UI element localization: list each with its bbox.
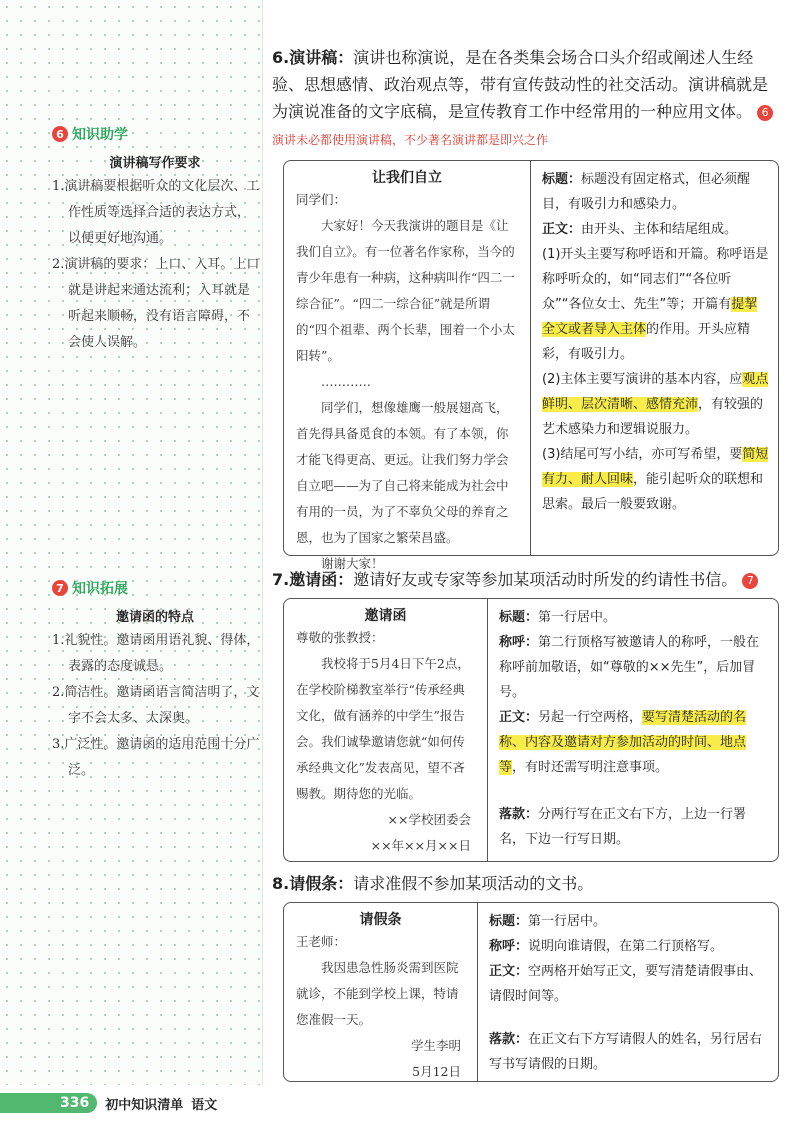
section-heading: 7.邀请函： (272, 570, 354, 589)
handwritten-note: 演讲未必都使用演讲稿，不少著名演讲都是即兴之作 (272, 133, 549, 147)
sample-signature: ××学校团委会 (387, 812, 471, 827)
sample-greeting: 王老师： (296, 934, 347, 949)
subject-label: 语文 (191, 1097, 218, 1113)
note-label: 标题： (542, 172, 582, 187)
note-label: 正文： (489, 964, 529, 979)
note-number-badge: 7 (742, 573, 758, 589)
knowledge-expand-tag (52, 578, 128, 598)
note-text: 第一行居中。 (528, 914, 607, 929)
note-text: 分两行写在正文右下方，上边一行署名，下边一行写日期。 (499, 807, 747, 847)
note-text: 说明向谁请假，在第二行顶格写。 (528, 939, 724, 954)
sample-body (284, 625, 487, 859)
notes-body (479, 903, 778, 1077)
notes-body (532, 161, 778, 517)
section-8-definition (272, 870, 782, 897)
knowledge-help-tag (52, 124, 128, 144)
section-7-definition (272, 566, 782, 593)
sample-ellipsis: ………… (321, 374, 371, 389)
sample-title: 邀请函 (364, 608, 407, 624)
note-text: 由开头、主体和结尾组成。 (581, 222, 738, 237)
note-label: 标题： (489, 914, 529, 929)
sample-thanks: 谢谢大家！ (321, 556, 384, 571)
list-item: 3.广泛性。邀请函的适用范围十分广泛。 (52, 737, 260, 778)
highlighted-text: 提挈全文或者导入主体 (542, 297, 758, 337)
highlighted-text: 简短有力、耐人回味 (542, 447, 769, 487)
leave-note-sample-column (284, 903, 478, 1081)
sample-body (284, 929, 477, 1085)
list-item: 1.礼貌性。邀请函用语礼貌、得体，表露的态度诚恳。 (52, 633, 260, 674)
sample-paragraph: 我校将于5月4日下午2点，在学校阶梯教室举行“传承经典文化，做有涵养的中学生”报告会。我们诚挚邀请您就“如何传承经典文化”发表高见，望不吝赐教。期待您的光临。 (296, 656, 470, 801)
note-text: (1)开头主要写称呼语和开篇。称呼语是称呼听众的，如“同志们”“各位听众”“各位女士、先生”等；开篇有 (542, 247, 769, 312)
sidebar-divider (262, 0, 263, 1085)
list-item: 1.演讲稿要根据听众的文化层次、工作性质等选择合适的表达方式，以便更好地沟通。 (52, 179, 260, 246)
tag-label: 知识助学 (72, 127, 128, 143)
invitation-notes-column (489, 599, 778, 861)
note-text: (3)结尾可写小结，亦可写希望，要 (542, 447, 743, 462)
sample-paragraph: 大家好！今天我演讲的题目是《让我们自立》。有一位著名作家称，当今的青少年患有一种病，这种病叫作“四二一综合征”。“四二一综合征”就是所谓的“四个祖辈、两个长辈，围着一个小太阳转”。 (296, 218, 515, 363)
speech-requirements-title: 演讲稿写作要求 (109, 156, 201, 171)
note-number-badge: 6 (757, 105, 773, 121)
note-text: 另起一行空两格， (538, 710, 643, 725)
tag-number-badge: 6 (52, 126, 68, 142)
sample-date: ××年××月××日 (370, 838, 471, 853)
page-number: 336 (0, 1093, 97, 1113)
note-text: 第二行顶格写被邀请人的称呼，一般在称呼前加敬语，如“尊敬的××先生”，后加冒号。 (499, 635, 760, 700)
sample-greeting: 尊敬的张教授： (296, 630, 384, 645)
speech-notes-column (532, 161, 778, 555)
note-label: 标题： (499, 610, 539, 625)
note-label: 称呼： (489, 939, 529, 954)
section-text: 请求准假不参加某项活动的文书。 (353, 874, 594, 893)
note-label: 称呼： (499, 635, 539, 650)
note-text: ，能引起听众的联想和思索。最后一般要致谢。 (542, 472, 764, 512)
highlighted-text: 要写清楚活动的名称、内容及邀请对方参加活动的时间、地点等 (499, 710, 747, 775)
section-6-definition (272, 44, 782, 154)
sample-date: 5月12日 (412, 1064, 461, 1079)
note-text: 标题没有固定格式，但必须醒目，有吸引力和感染力。 (542, 172, 751, 212)
tag-number-badge: 7 (52, 580, 68, 596)
sample-greeting: 同学们： (296, 192, 347, 207)
invitation-features-title: 邀请函的特点 (115, 610, 194, 625)
note-label: 正文： (499, 710, 539, 725)
note-label: 正文： (542, 222, 582, 237)
sample-title: 让我们自立 (372, 170, 442, 186)
sample-signature: 学生李明 (410, 1038, 461, 1053)
note-text: 空两格开始写正文，要写清楚请假事由、请假时间等。 (489, 964, 763, 1004)
sample-body (284, 187, 530, 577)
note-label: 落款： (489, 1032, 529, 1047)
sample-paragraph: 我因患急性肠炎需到医院就诊，不能到学校上课，特请您准假一天。 (296, 960, 459, 1027)
invitation-features-list (52, 628, 262, 784)
section-heading: 6.演讲稿： (272, 48, 354, 67)
page-footer (0, 1090, 260, 1116)
highlighted-text: 观点鲜明、层次清晰、感情充沛 (542, 372, 769, 412)
tag-label: 知识拓展 (72, 581, 128, 597)
note-text: 在正文右下方写请假人的姓名，另行居右写书写请假的日期。 (489, 1032, 763, 1072)
book-title: 初中知识清单 (105, 1097, 184, 1113)
note-text: 的作用。开头应精彩，有吸引力。 (542, 322, 751, 362)
note-label: 落款： (499, 807, 539, 822)
speech-requirements-list (52, 174, 262, 356)
list-item: 2.演讲稿的要求：上口、入耳。上口就是讲起来通达流利；入耳就是听起来顺畅，没有语言障碍，不会使人误解。 (52, 257, 260, 350)
notes-body (489, 599, 778, 852)
invitation-sample-column (284, 599, 488, 861)
section-heading: 8.请假条： (272, 874, 354, 893)
sample-paragraph: 同学们，想像雄鹰一般展翅高飞，首先得具备觅食的本领。有了本领，你才能飞得更高、更远。让我们努力学会自立吧——为了自己将来能成为社会中有用的一员，为了不辜负父母的养育之恩，也为了国家之繁荣昌盛。 (296, 400, 509, 545)
speech-sample-box (283, 160, 779, 571)
sample-title: 请假条 (359, 912, 402, 928)
leave-note-notes-column (479, 903, 778, 1081)
section-text: 演讲也称演说，是在各类集会场合口头介绍或阐述人生经验、思想感情、政治观点等，带有宣传鼓动性的社交活动。演讲稿就是为演说准备的文字底稿，是宣传教育工作中经常用的一种应用文体。 (272, 48, 769, 121)
invitation-sample-box (283, 598, 779, 862)
note-text: (2)主体主要写演讲的基本内容，应 (542, 372, 743, 387)
note-text: 第一行居中。 (538, 610, 617, 625)
note-text: ，有较强的艺术感染力和逻辑说服力。 (542, 397, 764, 437)
note-text: ，有时还需写明注意事项。 (512, 760, 669, 775)
section-text: 邀请好友或专家等参加某项活动时所发的约请性书信。 (353, 570, 738, 589)
leave-note-sample-box (283, 902, 779, 1082)
speech-sample-column (284, 161, 531, 571)
list-item: 2.简洁性。邀请函语言简洁明了，文字不会太多、太深奥。 (52, 685, 260, 726)
